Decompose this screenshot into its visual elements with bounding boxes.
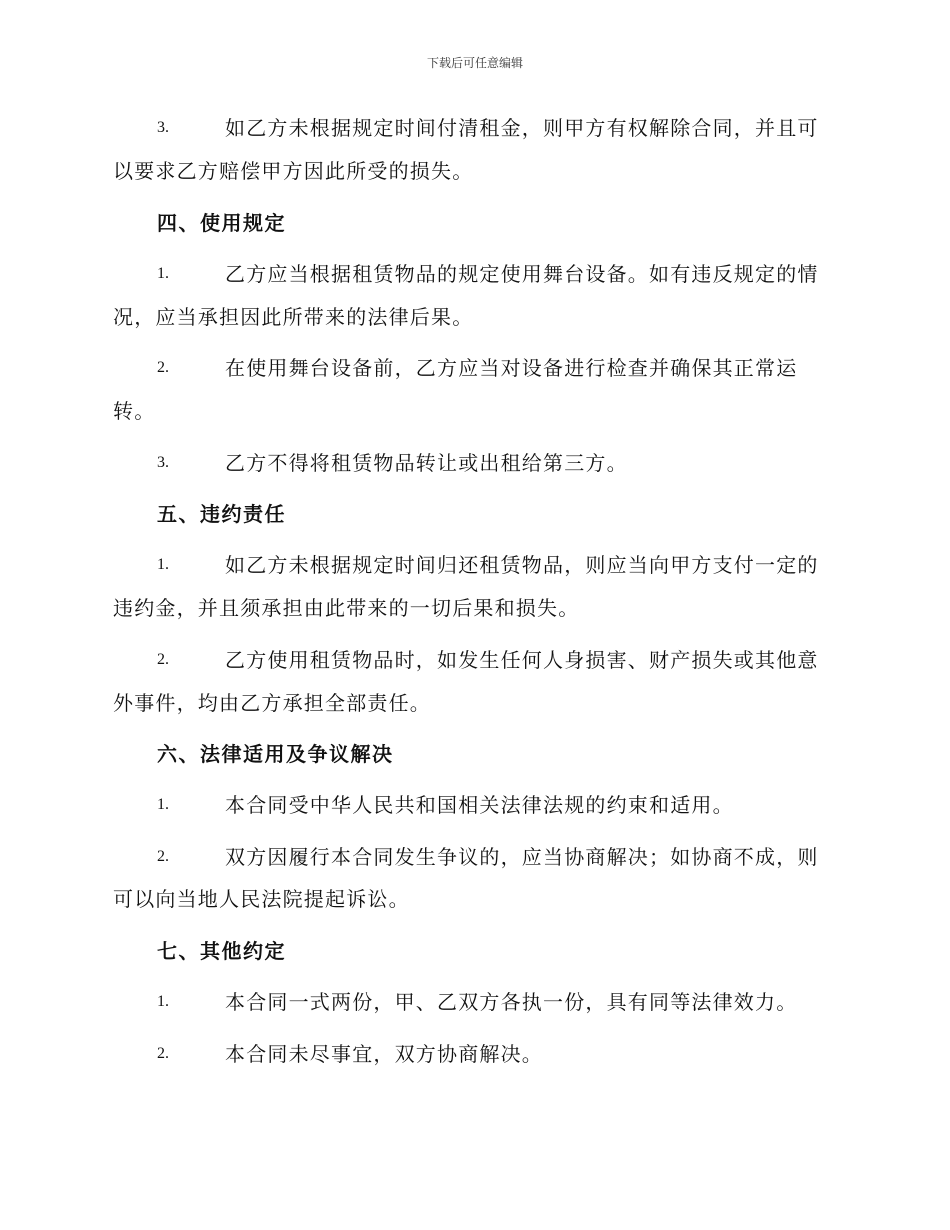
section-heading: 四、使用规定 xyxy=(157,211,286,235)
clause-number: 2. xyxy=(157,848,169,865)
clause-number: 1. xyxy=(157,993,169,1010)
clause-text-line: 本合同未尽事宜，双方协商解决。 xyxy=(225,1042,543,1066)
clause-text-line: 乙方使用租赁物品时，如发生任何人身损害、财产损失或其他意 xyxy=(225,648,819,672)
clause-number: 1. xyxy=(157,265,169,282)
clause-text-line: 如乙方未根据规定时间付清租金，则甲方有权解除合同，并且可 xyxy=(225,116,819,140)
clause-text-line: 外事件，均由乙方承担全部责任。 xyxy=(113,691,431,715)
section-heading: 六、法律适用及争议解决 xyxy=(157,742,394,766)
clause-text-line: 违约金，并且须承担由此带来的一切后果和损失。 xyxy=(113,596,580,620)
clause-text-line: 以要求乙方赔偿甲方因此所受的损失。 xyxy=(113,159,474,183)
clause-number: 3. xyxy=(157,454,169,471)
clause-text-line: 乙方应当根据租赁物品的规定使用舞台设备。如有违反规定的情 xyxy=(225,262,819,286)
clause-number: 1. xyxy=(157,556,169,573)
clause-text-line: 本合同受中华人民共和国相关法律法规的约束和适用。 xyxy=(225,793,734,817)
clause-text-line: 况，应当承担因此所带来的法律后果。 xyxy=(113,305,474,329)
clause-text-line: 转。 xyxy=(113,399,156,423)
clause-text-line: 双方因履行本合同发生争议的，应当协商解决；如协商不成，则 xyxy=(225,845,819,869)
section-heading: 七、其他约定 xyxy=(157,939,286,963)
clause-text-line: 本合同一式两份，甲、乙双方各执一份，具有同等法律效力。 xyxy=(225,990,798,1014)
section-heading: 五、违约责任 xyxy=(157,502,286,526)
clause-text-line: 在使用舞台设备前，乙方应当对设备进行检查并确保其正常运 xyxy=(225,356,798,380)
clause-text-line: 乙方不得将租赁物品转让或出租给第三方。 xyxy=(225,451,628,475)
clause-number: 2. xyxy=(157,1045,169,1062)
clause-number: 1. xyxy=(157,796,169,813)
clause-number: 2. xyxy=(157,359,169,376)
clause-number: 3. xyxy=(157,119,169,136)
clause-number: 2. xyxy=(157,651,169,668)
page-header: 下载后可任意编辑 xyxy=(426,56,523,70)
clause-text-line: 可以向当地人民法院提起诉讼。 xyxy=(113,887,410,911)
clause-text-line: 如乙方未根据规定时间归还租赁物品，则应当向甲方支付一定的 xyxy=(225,553,819,577)
